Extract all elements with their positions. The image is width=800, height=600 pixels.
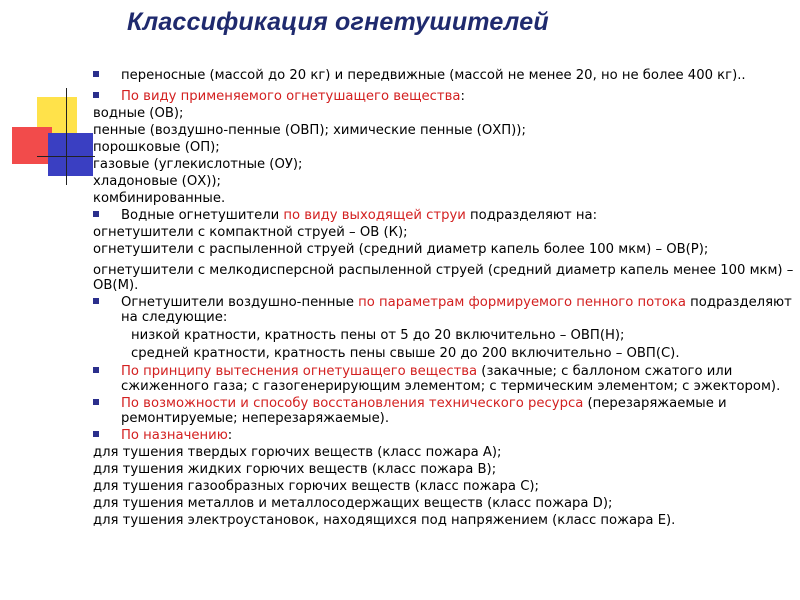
list-item: низкой кратности, кратность пены от 5 до 20 включительно – ОВП(Н); [131,328,625,343]
list-item: пенные (воздушно-пенные (ОВП); химические пенные (ОХП)); [93,123,526,138]
bullet-colon: : [460,89,465,104]
list-item: средней кратности, кратность пены свыше 20 до 200 включительно – ОВП(С). [131,346,680,361]
slide-title: Классификация огнетушителей [127,8,549,36]
bullet-text-post: (перезаряжаемые и ремонтируемые; неперезаряжаемые). [121,396,727,426]
list-item: порошковые (ОП); [93,140,220,155]
bullet-purpose [93,428,798,443]
bullet-text-post: (закачные; с баллоном сжатого или сжиженного газа; с газогенерирующим элементом; с термическим элементом; с эжектором). [121,364,781,394]
list-item: огнетушители с мелкодисперсной распыленной струей (средний диаметр капель менее 100 мкм) – ОВ(М). [93,263,794,293]
list-item: огнетушители с распыленной струей (средний диаметр капель более 100 мкм) – ОВ(Р); [93,242,709,257]
decor-vertical-line [66,88,67,185]
bullet-square-icon [93,399,99,405]
list-item: для тушения жидких горючих веществ (класс пожара В); [93,462,497,477]
list-item: для тушения электроустановок, находящихся под напряжением (класс пожара Е). [93,513,676,528]
bullet-square-icon [93,211,99,217]
bullet-heading: По возможности и способу восстановления технического ресурса [121,396,584,411]
decor-horizontal-line [37,156,95,157]
bullet-heading: По виду применяемого огнетушащего вещества [121,89,461,104]
bullet-square-icon [93,71,99,77]
bullet-square-icon [93,367,99,373]
bullet-agent-type [93,89,798,104]
list-item: газовые (углекислотные (ОУ); [93,157,303,172]
list-item: комбинированные. [93,191,226,206]
bullet-restoration [93,396,798,426]
bullet-heading: По назначению [121,428,228,443]
bullet-heading: По принципу вытеснения огнетушащего вещества [121,364,478,379]
bullet-highlight: по виду выходящей струи [283,208,466,223]
bullet-text-post: подразделяют на: [465,208,598,223]
bullet-square-icon [93,431,99,437]
bullet-highlight: по параметрам формируемого пенного потока [358,295,686,310]
list-item: для тушения газообразных горючих веществ (класс пожара С); [93,479,539,494]
bullet-displacement [93,364,798,394]
bullet-square-icon [93,298,99,304]
bullet-text-post: подразделяют на следующие: [121,295,792,325]
list-item: огнетушители с компактной струей – ОВ (К); [93,225,408,240]
bullet-text-pre: Огнетушители воздушно-пенные [121,295,359,310]
bullet-text-pre: Водные огнетушители [121,208,284,223]
bullet-portable [93,68,798,83]
bullet-foam-params [93,295,798,325]
bullet-colon: : [227,428,233,443]
list-item: для тушения твердых горючих веществ (класс пожара А); [93,445,502,460]
list-item: водные (ОВ); [93,106,184,121]
decor-red-square [12,127,52,164]
slide-content [93,68,798,528]
bullet-text: переносные (массой до 20 кг) и передвижные (массой не менее 20, но не более 400 кг).. [121,68,746,83]
list-item: хладоновые (ОХ)); [93,174,221,189]
decor-blue-square [48,133,93,176]
list-item: для тушения металлов и металлосодержащих веществ (класс пожара D); [93,496,613,511]
bullet-square-icon [93,92,99,98]
bullet-jet-type [93,208,798,223]
